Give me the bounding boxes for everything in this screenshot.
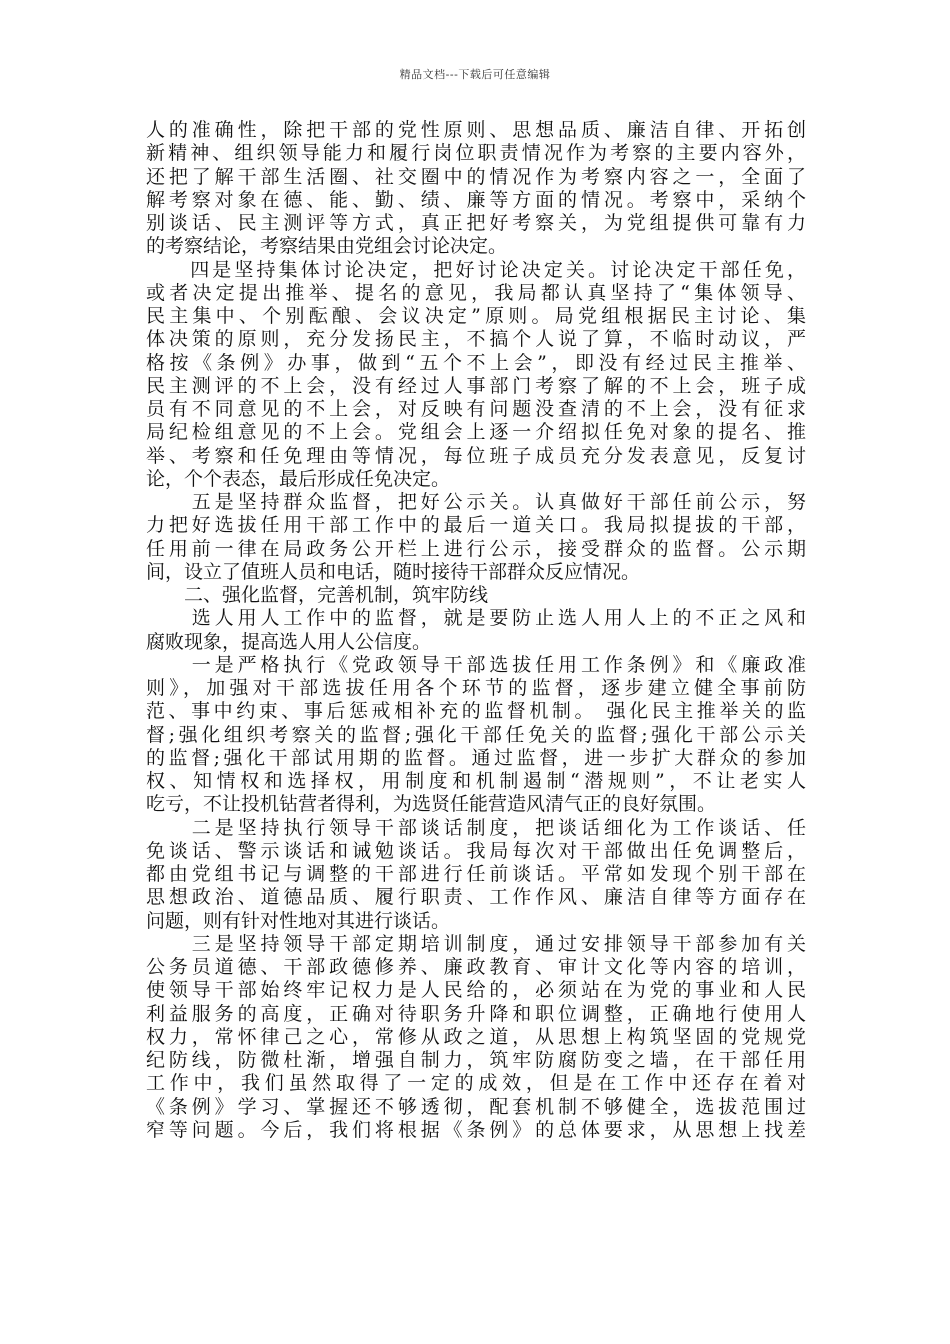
text-line: 民主测评的不上会，没有经过人事部门考察了解的不上会，班子成 [146, 374, 806, 397]
text-line: 格按《条例》办事，做到“五个不上会”，即没有经过民主推举、 [146, 351, 806, 374]
text-line: 还把了解干部生活圈、社交圈中的情况作为考察内容之一，全面了 [146, 165, 806, 188]
text-line: 新精神、组织领导能力和履行岗位职责情况作为考察的主要内容外， [146, 142, 806, 165]
text-line: 权、知情权和选择权，用制度和机制遏制“潜规则”，不让老实人 [146, 770, 806, 792]
text-line: 问题，则有针对性地对其进行谈话。 [146, 909, 451, 932]
text-line: 都由党组书记与调整的干部进行任前谈话。平常如发现个别干部在 [146, 863, 806, 885]
text-line: 《条例》学习、掌握还不够透彻，配套机制不够健全，选拔范围过 [146, 1095, 806, 1118]
text-line: 别谈话、民主测评等方式，真正把好考察关，为党组提供可靠有力 [146, 212, 806, 234]
text-line: 免谈话、警示谈话和诫勉谈话。我局每次对干部做出任免调整后， [146, 839, 806, 862]
text-line: 范、事中约束、事后惩戒相补充的监督机制。 强化民主推举关的监 [146, 700, 806, 723]
text-line: 间，设立了值班人员和电话，随时接待干部群众反应情况。 [146, 560, 641, 583]
page-header: 精品文档---下载后可任意编辑 [399, 68, 551, 81]
text-line: 解考察对象在德、能、勤、绩、廉等方面的情况。考察中，采纳个 [146, 188, 806, 211]
text-line: 则》，加强对干部选拔任用各个环节的监督，逐步建立健全事前防 [146, 677, 806, 699]
text-line: 四是坚持集体讨论决定，把好讨论决定关。讨论决定干部任免， [146, 258, 806, 281]
text-line: 的监督;强化干部试用期的监督。通过监督，进一步扩大群众的参加 [146, 746, 806, 769]
text-line: 使领导干部始终牢记权力是人民给的，必须站在为党的事业和人民 [146, 979, 806, 1002]
text-line: 公务员道德、干部政德修养、廉政教育、审计文化等内容的培训， [146, 956, 806, 978]
text-line: 五是坚持群众监督，把好公示关。认真做好干部任前公示，努 [146, 491, 806, 513]
text-line: 腐败现象，提高选人用人公信度。 [146, 630, 432, 653]
text-line: 吃亏，不让投机钻营者得利，为选贤任能营造风清气正的良好氛围。 [146, 793, 717, 816]
text-line: 工作中，我们虽然取得了一定的成效，但是在工作中还存在着对 [146, 1072, 806, 1095]
text-line: 任用前一律在局政务公开栏上进行公示，接受群众的监督。公示期 [146, 537, 806, 560]
text-line: 纪防线，防微杜渐，增强自制力，筑牢防腐防变之墙，在干部任用 [146, 1049, 806, 1071]
text-line: 一是严格执行《党政领导干部选拔任用工作条例》和《廉政准 [146, 653, 806, 676]
text-line: 局纪检组意见的不上会。党组会上逐一介绍拟任免对象的提名、推 [146, 421, 806, 444]
text-line: 或者决定提出推举、提名的意见，我局都认真坚持了“集体领导、 [146, 281, 806, 304]
text-line: 二是坚持执行领导干部谈话制度，把谈话细化为工作谈话、任 [146, 816, 806, 839]
section-heading: 二、强化监督，完善机制，筑牢防线 [146, 584, 489, 606]
text-line: 利益服务的高度，正确对待职务升降和职位调整，正确地行使用人 [146, 1002, 806, 1025]
text-line: 窄等问题。今后，我们将根据《条例》的总体要求，从思想上找差 [146, 1118, 806, 1141]
text-line: 力把好选拔任用干部工作中的最后一道关口。我局拟提拔的干部， [146, 514, 806, 537]
text-line: 员有不同意见的不上会，对反映有问题没查清的不上会，没有征求 [146, 398, 806, 420]
text-line: 人的准确性，除把干部的党性原则、思想品质、廉洁自律、开拓创 [146, 119, 806, 141]
text-line: 举、考察和任免理由等情况，每位班子成员充分发表意见，反复讨 [146, 444, 806, 467]
text-line: 民主集中、个别酝酿、会议决定”原则。局党组根据民主讨论、集 [146, 305, 806, 327]
text-line: 论，个个表态，最后形成任免决定。 [146, 467, 451, 490]
text-line: 督;强化组织考察关的监督;强化干部任免关的监督;强化干部公示关 [146, 723, 806, 746]
text-line: 选人用人工作中的监督，就是要防止选人用人上的不正之风和 [146, 607, 806, 630]
text-line: 三是坚持领导干部定期培训制度，通过安排领导干部参加有关 [146, 932, 806, 955]
text-line: 体决策的原则，充分发扬民主，不搞个人说了算，不临时动议，严 [146, 328, 806, 351]
text-line: 权力，常怀律己之心，常修从政之道，从思想上构筑坚固的党规党 [146, 1025, 806, 1048]
text-line: 思想政治、道德品质、履行职责、工作作风、廉洁自律等方面存在 [146, 886, 806, 909]
text-line: 的考察结论，考察结果由党组会讨论决定。 [146, 235, 508, 258]
document-body [146, 119, 806, 1142]
